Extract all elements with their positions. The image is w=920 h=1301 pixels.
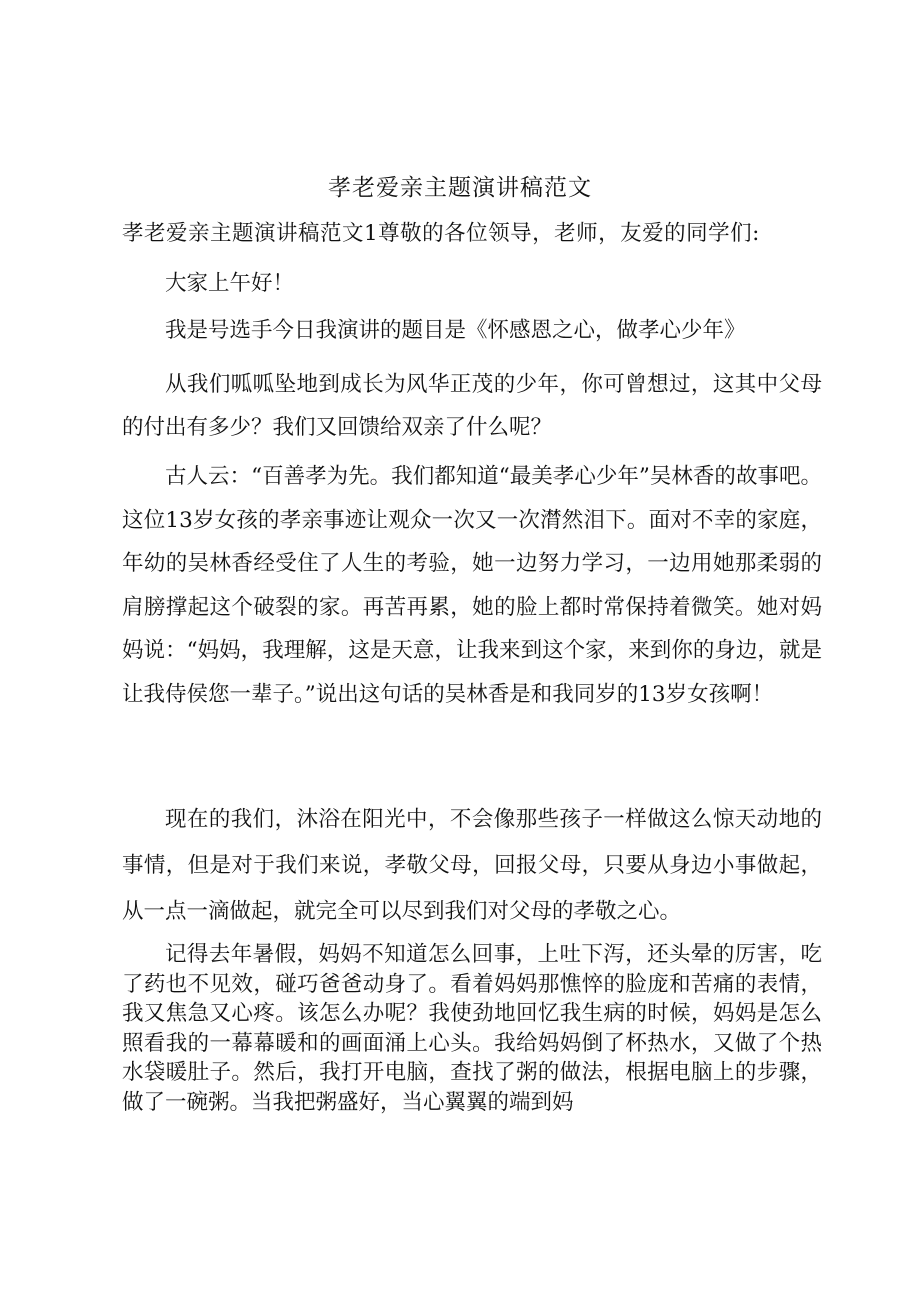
paragraph-summer-memory: 记得去年暑假，妈妈不知道怎么回事，上吐下泻，还头晕的厉害，吃了药也不见效，碰巧爸爸动身了。看着妈妈那憔悴的脸庞和苦痛的表情，我又焦急又心疼。该怎么办呢？我使劲地回忆我生病的时候，妈妈是怎么照看我的一幕幕暖和的画面涌上心头。我给妈妈倒了杯热水，又做了个热水袋暖肚子。然后，我打开电脑，查找了粥的做法，根据电脑上的步骤，做了一碗粥。当我把粥盛好，当心翼翼的端到妈 — [122, 942, 822, 1115]
paragraph-small-things: 现在的我们，沐浴在阳光中，不会像那些孩子一样做这么惊天动地的事情，但是对于我们来说，孝敬父母，回报父母，只要从身边小事做起，从一点一滴做起，就完全可以尽到我们对父母的孝敬之心。 — [122, 807, 822, 924]
document-title: 孝老爱亲主题演讲稿范文 — [328, 175, 592, 201]
paragraph-story: 古人云：“百善孝为先。我们都知道“最美孝心少年”吴林香的故事吧。这位13岁女孩的孝亲事迹让观众一次又一次潸然泪下。面对不幸的家庭，年幼的吴林香经受住了人生的考验，她一边努力学习，一边用她那柔弱的肩膀撑起这个破裂的家。再苦再累，她的脸上都时常保持着微笑。她对妈妈说：“妈妈，我理解，这是天意，让我来到这个家，来到你的身边，就是让我侍侯您一辈子。”说出这句话的吴林香是和我同岁的13岁女孩啊！ — [122, 464, 822, 707]
paragraph-greeting: 大家上午好！ — [165, 271, 295, 296]
paragraph-question: 从我们呱呱坠地到成长为风华正茂的少年，你可曾想过，这其中父母的付出有多少？我们又回馈给双亲了什么呢？ — [122, 372, 822, 440]
paragraph-speech-topic: 我是号选手今日我演讲的题目是《怀感恩之心，做孝心少年》 — [165, 318, 746, 343]
lead-line: 孝老爱亲主题演讲稿范文1尊敬的各位领导，老师，友爱的同学们: — [122, 221, 760, 246]
